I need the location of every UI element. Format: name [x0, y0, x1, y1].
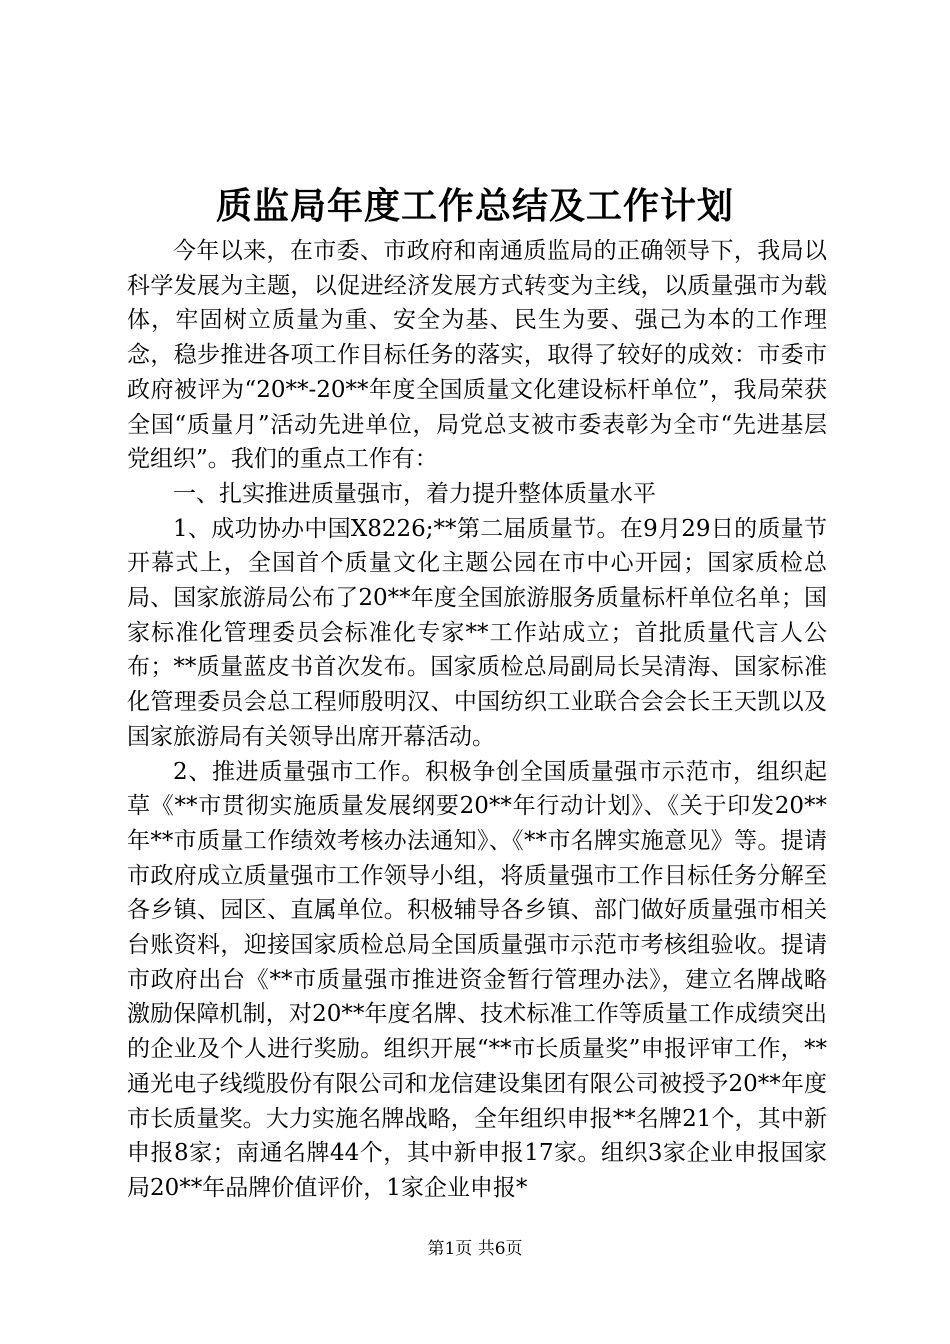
document-title: 质监局年度工作总结及工作计划	[215, 185, 734, 227]
paragraph-item-2: 2、推进质量强市工作。积极争创全国质量强市示范市，组织起草《**市贯彻实施质量发展纲要20**年行动计划》、《关于印发20**年**市质量工作绩效考核办法通知》、《**市名牌实施意见》等。提请市政府成立质量强市工作领导小组，将质量强市工作目标任务分解至各乡镇、园区、直属单位。积极辅导各乡镇、部门做好质量强市相关台账资料，迎接国家质检总局全国质量强市示范市考核组验收。提请市政府出台《**市质量强市推进资金暂行管理办法》，建立名牌战略激励保障机制，对20**年度名牌、技术标准工作等质量工作成绩突出的企业及个人进行奖励。组织开展“**市长质量奖”申报评审工作，**通光电子线缆股份有限公司和龙信建设集团有限公司被授予20**年度市长质量奖。大力实施名牌战略，全年组织申报**名牌21个，其中新申报8家；南通名牌44个，其中新申报17家。组织3家企业申报国家局20**年品牌价值评价，1家企业申报*	[127, 758, 827, 1201]
page-footer	[0, 1237, 950, 1261]
page-indicator: 第1页 共6页	[427, 1239, 523, 1259]
paragraph-intro: 今年以来，在市委、市政府和南通质监局的正确领导下，我局以科学发展为主题，以促进经济发展方式转变为主线，以质量强市为载体，牢固树立质量为重、安全为基、民生为要、强己为本的工作理念，稳步推进各项工作目标任务的落实，取得了较好的成效：市委市政府被评为“20**-20**年度全国质量文化建设标杆单位”，我局荣获全国“质量月”活动先进单位，局党总支被市委表彰为全市“先进基层党组织”。我们的重点工作有：	[127, 238, 827, 473]
paragraph-item-1: 1、成功协办中国X8226;**第二届质量节。在9月29日的质量节开幕式上，全国首个质量文化主题公园在市中心开园；国家质检总局、国家旅游局公布了20**年度全国旅游服务质量标杆单位名单；国家标准化管理委员会标准化专家**工作站成立；首批质量代言人公布；**质量蓝皮书首次发布。国家质检总局副局长吴清海、国家标准化管理委员会总工程师殷明汉、中国纺织工业联合会会长王天凯以及国家旅游局有关领导出席开幕活动。	[127, 515, 827, 750]
section-heading-1: 一、扎实推进质量强市，着力提升整体质量水平	[173, 480, 656, 507]
document-body	[127, 234, 827, 1206]
